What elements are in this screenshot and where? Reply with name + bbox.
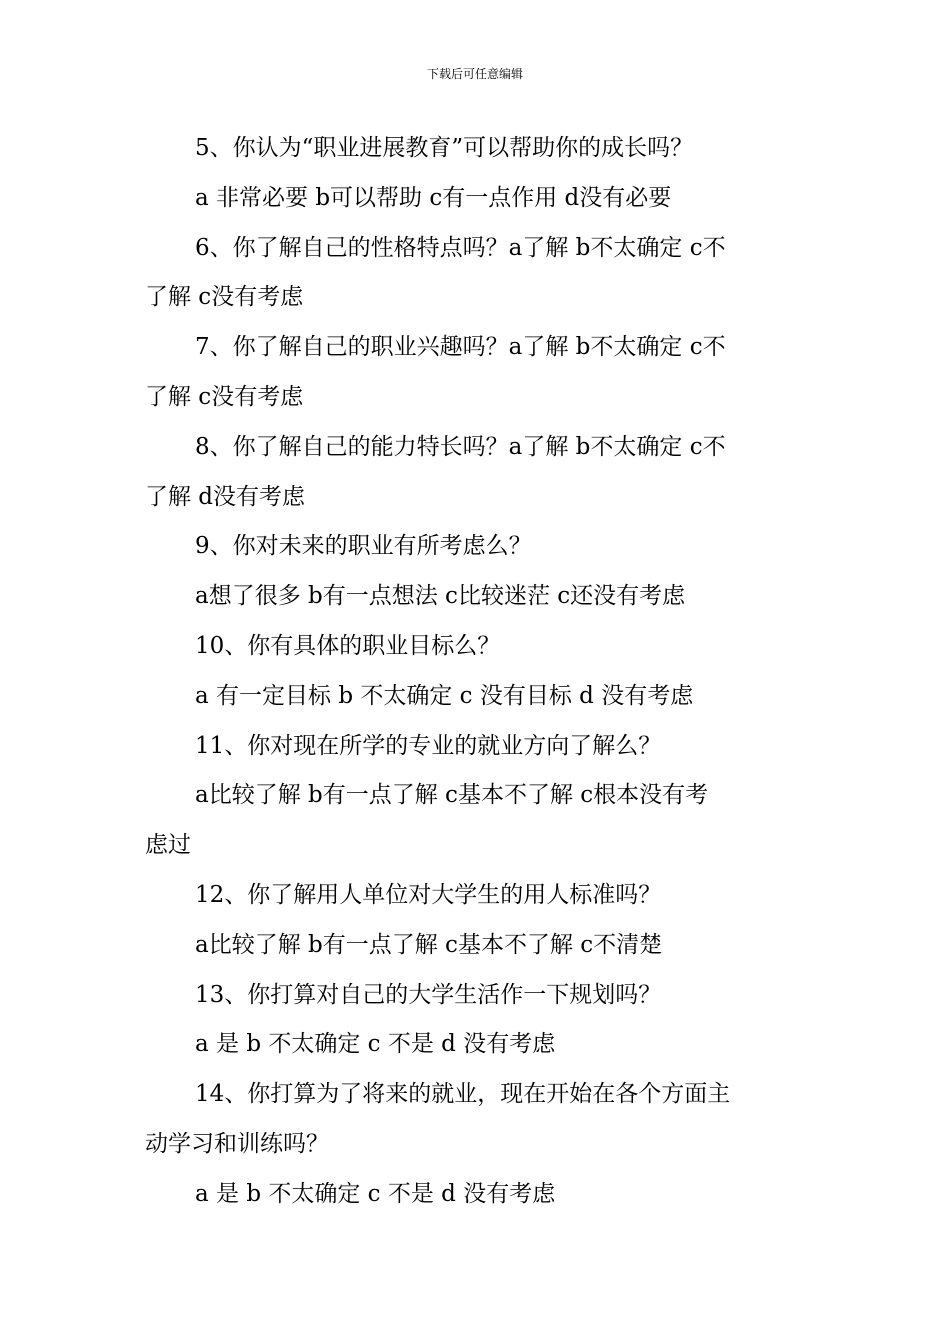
page-header: 下载后可任意编辑 bbox=[426, 67, 523, 81]
document-body bbox=[145, 124, 810, 1220]
question-13-line: 13、你打算对自己的大学生活作一下规划吗？ bbox=[195, 981, 662, 1008]
question-6-continued: 了解 c没有考虑 bbox=[145, 284, 304, 311]
question-8-continued: 了解 d没有考虑 bbox=[145, 483, 306, 510]
question-10-line: 10、你有具体的职业目标么？ bbox=[195, 632, 501, 659]
question-7-line: 7、你了解自己的职业兴趣吗？a了解 b不太确定 c不 bbox=[195, 334, 726, 361]
question-13-options: a 是 b 不太确定 c 不是 d 没有考虑 bbox=[195, 1031, 556, 1058]
question-11-options-continued: 虑过 bbox=[145, 832, 191, 859]
question-11-options: a比较了解 b有一点了解 c基本不了解 c根本没有考 bbox=[195, 782, 709, 809]
question-8-line: 8、你了解自己的能力特长吗？a了解 b不太确定 c不 bbox=[195, 433, 726, 460]
question-14-options: a 是 b 不太确定 c 不是 d 没有考虑 bbox=[195, 1180, 556, 1207]
question-6-line: 6、你了解自己的性格特点吗？a了解 b不太确定 c不 bbox=[195, 234, 726, 261]
question-10-options: a 有一定目标 b 不太确定 c 没有目标 d 没有考虑 bbox=[195, 682, 694, 709]
question-11-line: 11、你对现在所学的专业的就业方向了解么？ bbox=[195, 732, 662, 759]
question-14-continued: 动学习和训练吗？ bbox=[145, 1130, 329, 1157]
question-9-line: 9、你对未来的职业有所考虑么？ bbox=[195, 533, 532, 560]
question-12-line: 12、你了解用人单位对大学生的用人标准吗？ bbox=[195, 881, 662, 908]
question-5-line: 5、你认为“职业进展教育”可以帮助你的成长吗？ bbox=[195, 135, 694, 161]
question-5-options: a 非常必要 b可以帮助 c有一点作用 d没有必要 bbox=[195, 184, 672, 211]
question-7-continued: 了解 c没有考虑 bbox=[145, 383, 304, 410]
question-12-options: a比较了解 b有一点了解 c基本不了解 c不清楚 bbox=[195, 931, 663, 958]
question-14-line: 14、你打算为了将来的就业，现在开始在各个方面主 bbox=[195, 1081, 731, 1108]
question-9-options: a想了很多 b有一点想法 c比较迷茫 c还没有考虑 bbox=[195, 583, 686, 610]
